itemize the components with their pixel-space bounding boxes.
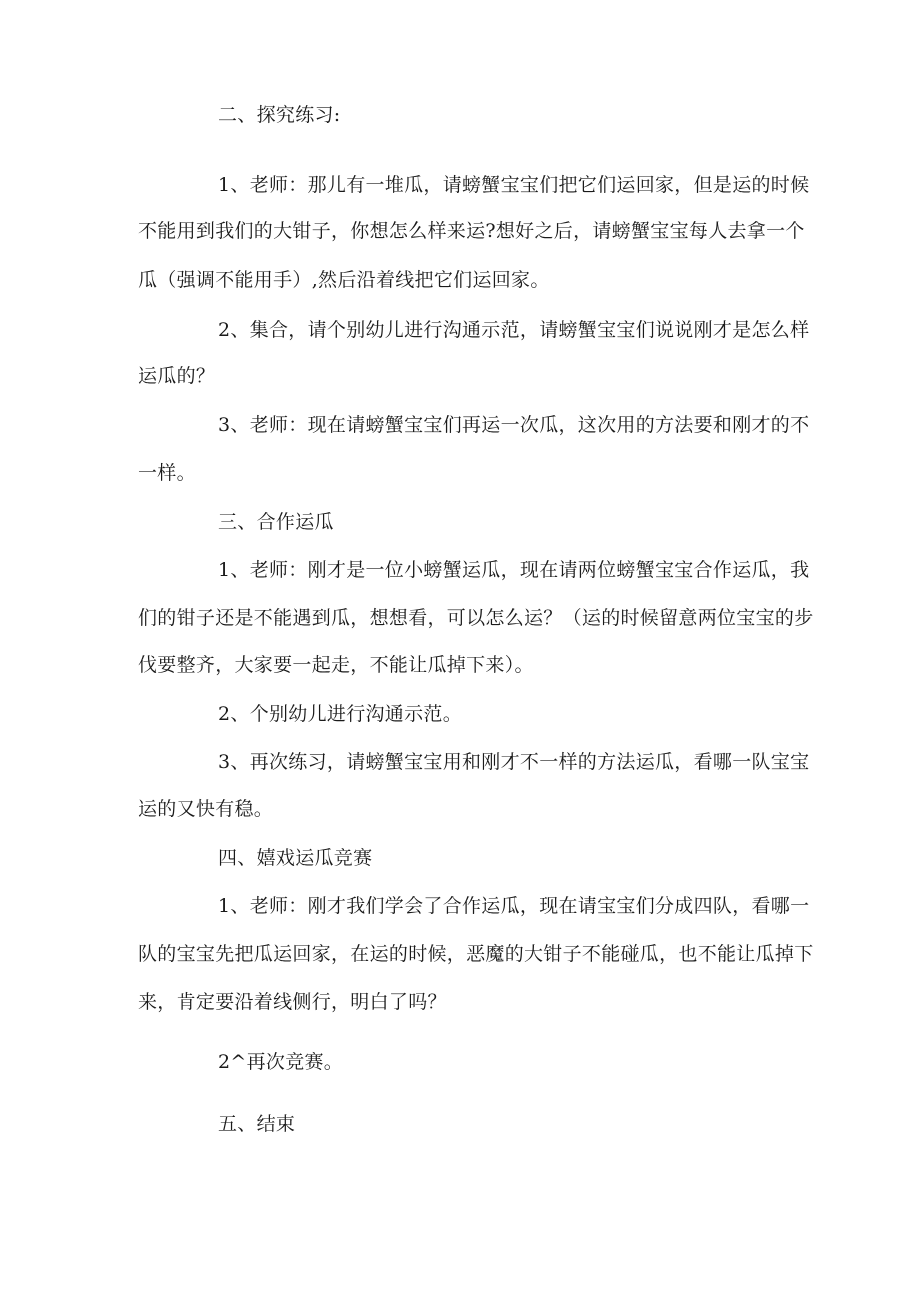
paragraph-line: 不能用到我们的大钳子，你想怎么样来运?想好之后，请螃蟹宝宝每人去拿一个	[138, 220, 805, 242]
paragraph-line: 1、老师：刚才是一位小螃蟹运瓜，现在请两位螃蟹宝宝合作运瓜，我	[218, 559, 810, 581]
section-heading-cooperate: 三、合作运瓜	[218, 511, 334, 533]
section-heading-game: 四、嬉戏运瓜竞赛	[218, 847, 373, 869]
paragraph-line: 运的又快有稳。	[138, 798, 274, 820]
paragraph-line: 一样。	[138, 462, 196, 484]
paragraph-line: 队的宝宝先把瓜运回家，在运的时候，恶魔的大钳子不能碰瓜，也不能让瓜掉下	[138, 943, 814, 965]
paragraph-line: 伐要整齐，大家要一起走，不能让瓜掉下来）。	[138, 654, 534, 676]
paragraph-line: 2^再次竞赛。	[218, 1051, 344, 1073]
section-heading-explore: 二、探究练习:	[218, 104, 341, 126]
section-heading-end: 五、结束	[218, 1113, 296, 1135]
paragraph-line: 3、再次练习，请螃蟹宝宝用和刚才不一样的方法运瓜，看哪一队宝宝	[218, 751, 810, 773]
paragraph-line: 们的钳子还是不能遇到瓜，想想看，可以怎么运？（运的时候留意两位宝宝的步	[138, 607, 814, 629]
paragraph-line: 2、个别幼儿进行沟通示范。	[218, 703, 462, 725]
paragraph-line: 1、老师：刚才我们学会了合作运瓜，现在请宝宝们分成四队，看哪一	[218, 895, 810, 917]
paragraph-line: 1、老师：那儿有一堆瓜，请螃蟹宝宝们把它们运回家，但是运的时候	[218, 174, 810, 196]
paragraph-line: 来，肯定要沿着线侧行，明白了吗？	[138, 991, 447, 1013]
paragraph-line: 瓜（强调不能用手）,然后沿着线把它们运回家。	[138, 269, 550, 291]
paragraph-line: 2、集合，请个别幼儿进行沟通示范，请螃蟹宝宝们说说刚才是怎么样	[218, 319, 810, 341]
paragraph-line: 运瓜的？	[138, 365, 216, 387]
paragraph-line: 3、老师：现在请螃蟹宝宝们再运一次瓜，这次用的方法要和刚才的不	[218, 414, 810, 436]
